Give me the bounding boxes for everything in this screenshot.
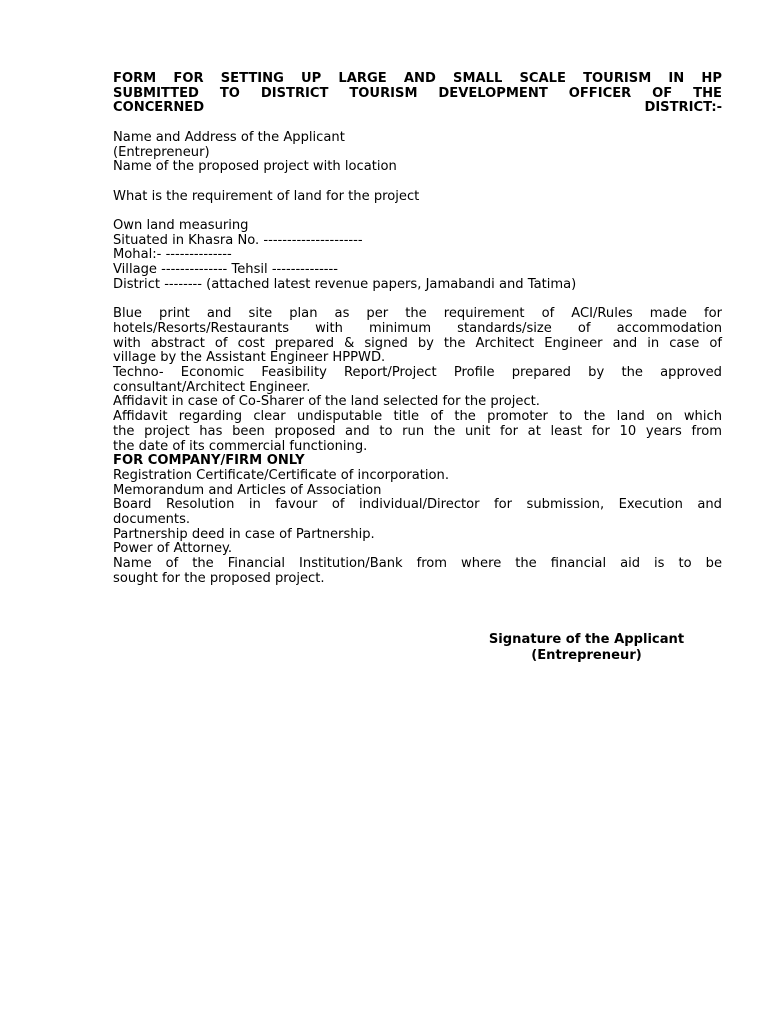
title-line-1: FORM FOR SETTING UP LARGE AND SMALL SCALE TOURISM IN HP	[113, 71, 722, 86]
affidavit-title-line-2: the project has been proposed and to run the unit for at least for 10 years from	[113, 423, 722, 439]
title-line-2: SUBMITTED TO DISTRICT TOURISM DEVELOPMENT OFFICER OF THE	[113, 85, 722, 101]
board-resolution-paragraph	[113, 498, 722, 527]
feasibility-line-1: Techno- Economic Feasibility Report/Project Profile prepared by the approved	[113, 365, 722, 380]
board-resolution-line-2: documents.	[113, 512, 191, 528]
signature-entrepreneur: (Entrepreneur)	[531, 647, 642, 663]
title-line-3: CONCERNED DISTRICT:-	[113, 100, 722, 116]
applicant-entrepreneur-label: (Entrepreneur)	[113, 144, 210, 160]
company-firm-heading: FOR COMPANY/FIRM ONLY	[113, 453, 305, 469]
memorandum-articles: Memorandum and Articles of Association	[113, 482, 382, 498]
district-label: District -------- (attached latest revenue papers, Jamabandi and Tatima)	[113, 276, 577, 292]
mohal-label: Mohal:- --------------	[113, 247, 232, 263]
financial-line-1: Name of the Financial Institution/Bank from where the financial aid is to be	[113, 556, 722, 572]
financial-line-2: sought for the proposed project.	[113, 570, 325, 586]
signature-label: Signature of the Applicant	[488, 632, 685, 647]
land-requirement-label: What is the requirement of land for the project	[113, 188, 420, 204]
feasibility-paragraph	[113, 366, 722, 395]
land-details-section	[113, 219, 722, 293]
partnership-deed: Partnership deed in case of Partnership.	[113, 526, 375, 542]
financial-institution-paragraph	[113, 557, 722, 586]
affidavit-title-line-3: the date of its commercial functioning.	[113, 438, 368, 454]
registration-certificate: Registration Certificate/Certificate of incorporation.	[113, 467, 450, 483]
khasra-label: Situated in Khasra No. ---------------------	[113, 232, 363, 248]
affidavit-title-line-1: Affidavit regarding clear undisputable title of the promoter to the land on which	[113, 409, 722, 425]
blueprint-line-1: Blue print and site plan as per the requirement of ACI/Rules made for	[113, 306, 722, 322]
applicant-section	[113, 131, 722, 175]
power-of-attorney: Power of Attorney.	[113, 541, 233, 557]
blueprint-line-3: with abstract of cost prepared & signed by the Architect Engineer and in case of	[113, 335, 722, 351]
project-name-label: Name of the proposed project with location	[113, 159, 397, 175]
affidavit-cosharer: Affidavit in case of Co-Sharer of the land selected for the project.	[113, 394, 540, 410]
board-resolution-line-1: Board Resolution in favour of individual/Director for submission, Execution and	[113, 497, 722, 513]
own-land-label: Own land measuring	[113, 217, 249, 233]
form-title	[113, 72, 722, 116]
applicant-name-address-label: Name and Address of the Applicant	[113, 129, 345, 145]
blueprint-line-2: hotels/Resorts/Restaurants with minimum standards/size of accommodation	[113, 320, 722, 336]
feasibility-line-2: consultant/Architect Engineer.	[113, 379, 311, 395]
affidavit-title-paragraph	[113, 410, 722, 454]
village-tehsil-label: Village -------------- Tehsil --------------	[113, 262, 338, 278]
blueprint-paragraph	[113, 307, 722, 366]
form-document	[113, 72, 722, 587]
blueprint-line-4: village by the Assistant Engineer HPPWD.	[113, 350, 386, 366]
signature-block	[474, 632, 699, 663]
